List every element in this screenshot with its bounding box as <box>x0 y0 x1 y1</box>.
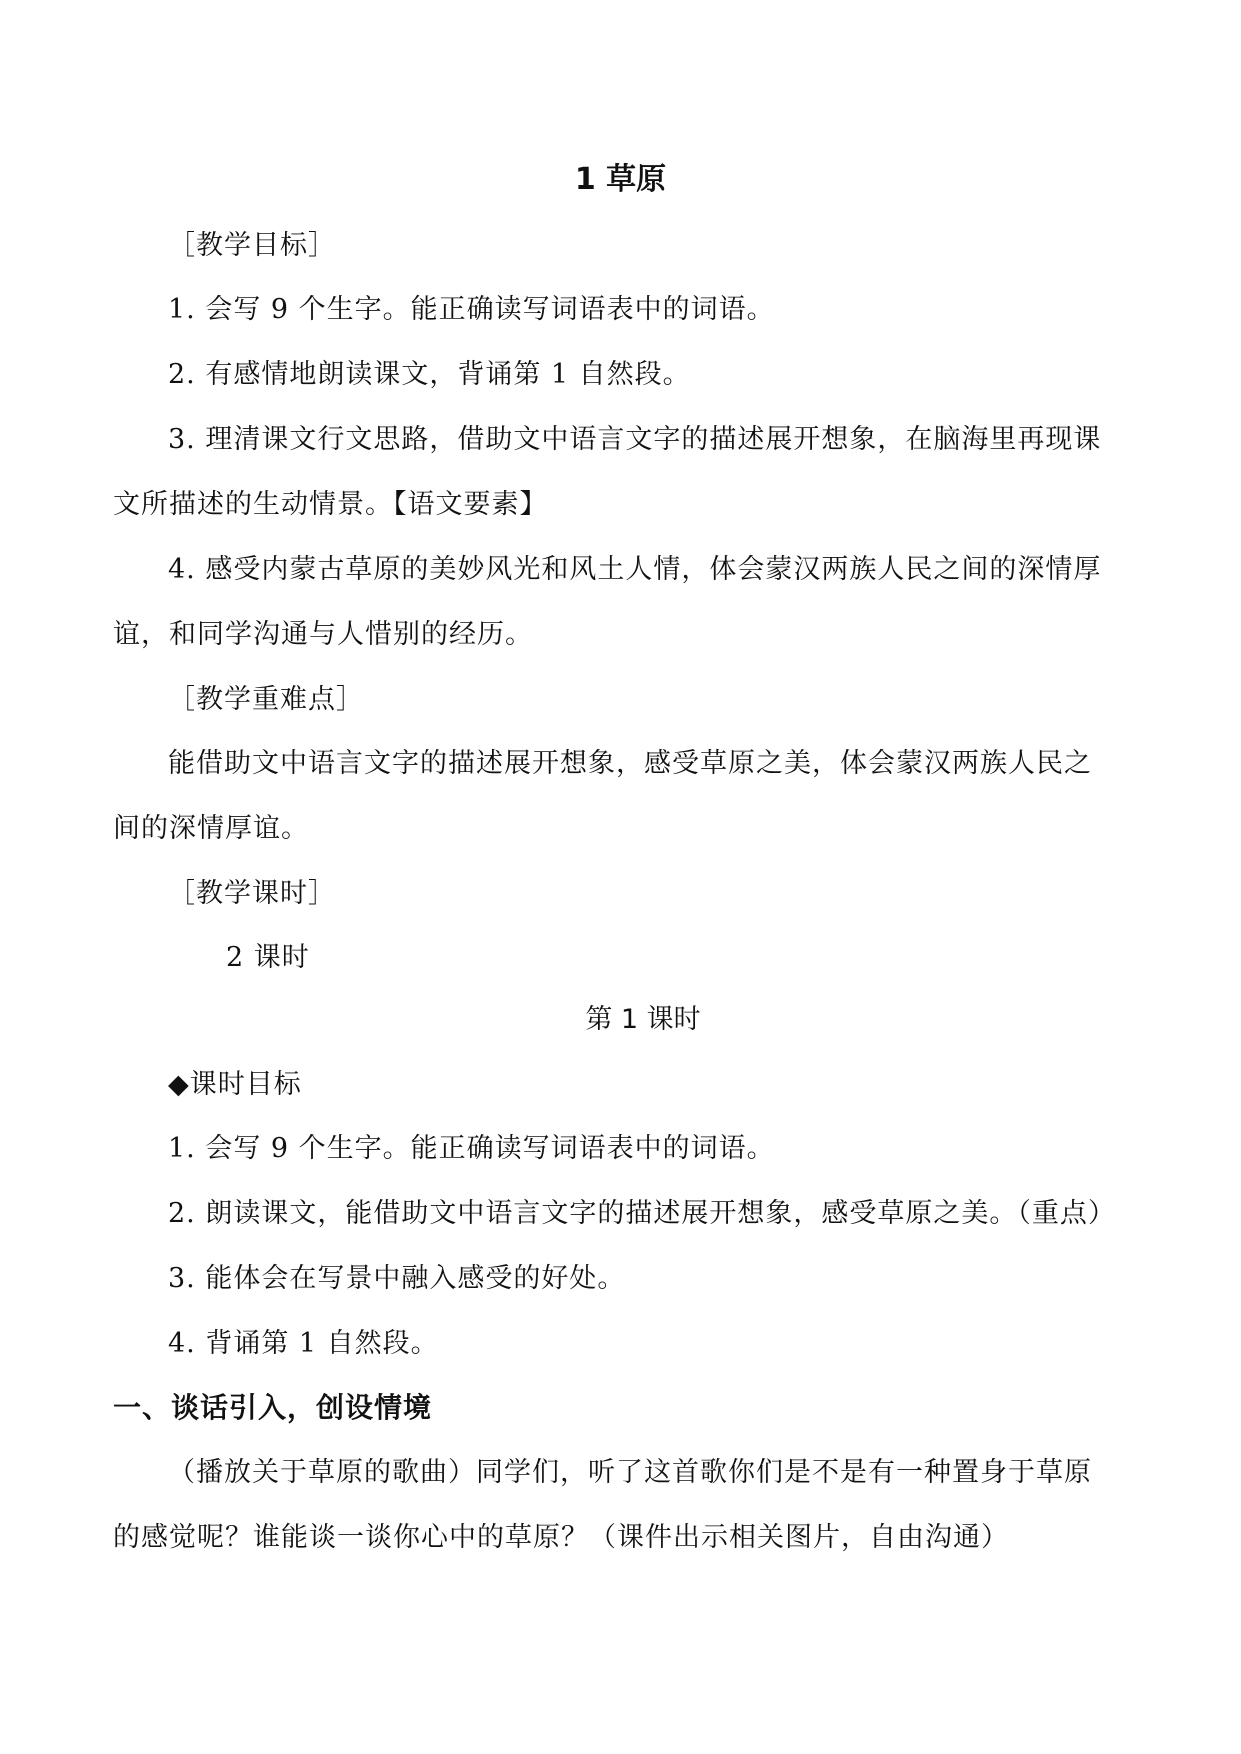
lesson-goals-heading: ◆课时目标 <box>168 1069 302 1100</box>
page-title: 1 草原 <box>574 162 667 197</box>
lesson-1-title: 第 1 课时 <box>585 1004 701 1035</box>
section-1-line-2: 的感觉呢？谁能谈一谈你心中的草原？（课件出示相关图片，自由沟通） <box>113 1522 1009 1553</box>
section-1-heading: 一、谈话引入，创设情境 <box>113 1391 433 1424</box>
lesson-goal-4: 4. 背诵第 1 自然段。 <box>168 1328 439 1359</box>
objectives-heading: ［教学目标］ <box>168 230 336 261</box>
lesson-goal-3: 3. 能体会在写景中融入感受的好处。 <box>168 1263 626 1294</box>
objective-4-line-2: 谊，和同学沟通与人惜别的经历。 <box>113 619 533 650</box>
objective-3-line-1: 3. 理清课文行文思路，借助文中语言文字的描述展开想象，在脑海里再现课 <box>168 424 1102 455</box>
hours-value: 2 课时 <box>226 942 310 973</box>
lesson-goal-1: 1. 会写 9 个生字。能正确读写词语表中的词语。 <box>168 1133 775 1164</box>
objective-3-line-2: 文所描述的生动情景。【语文要素】 <box>113 489 548 520</box>
hours-heading: ［教学课时］ <box>168 878 336 909</box>
objective-1: 1. 会写 9 个生字。能正确读写词语表中的词语。 <box>168 294 775 325</box>
lesson-goal-2: 2. 朗读课文，能借助文中语言文字的描述展开想象，感受草原之美。（重点） <box>168 1198 1116 1229</box>
objective-2: 2. 有感情地朗读课文，背诵第 1 自然段。 <box>168 359 691 390</box>
objective-4-line-1: 4. 感受内蒙古草原的美妙风光和风土人情，体会蒙汉两族人民之间的深情厚 <box>168 554 1102 585</box>
keypoints-line-2: 间的深情厚谊。 <box>113 813 309 844</box>
keypoints-line-1: 能借助文中语言文字的描述展开想象，感受草原之美，体会蒙汉两族人民之 <box>168 748 1092 779</box>
keypoints-heading: ［教学重难点］ <box>168 684 364 715</box>
section-1-line-1: （播放关于草原的歌曲）同学们，听了这首歌你们是不是有一种置身于草原 <box>168 1457 1092 1488</box>
